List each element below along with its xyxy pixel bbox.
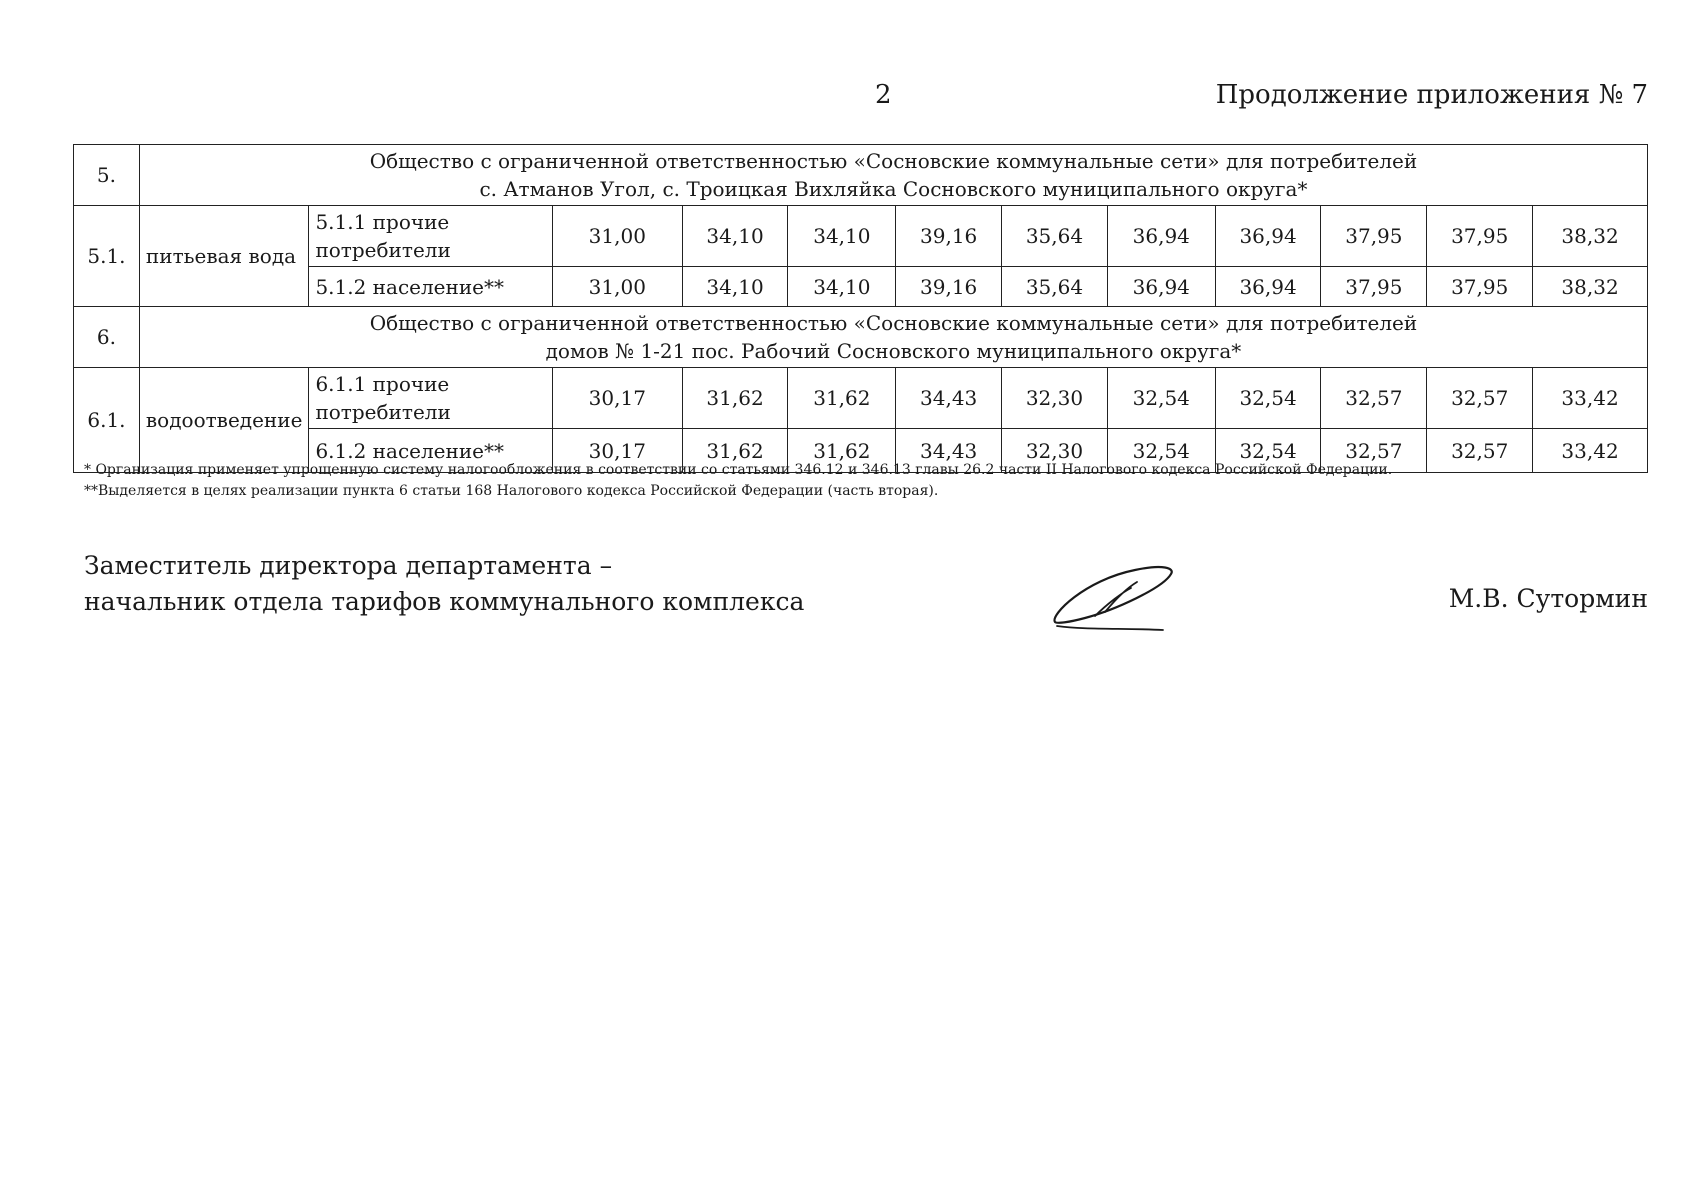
tariff-value: 34,10 [788, 206, 896, 267]
tariff-value: 35,64 [1002, 267, 1108, 307]
organization-line: Общество с ограниченной ответственностью «Сосновские коммунальные сети» для потребителей [369, 311, 1418, 335]
consumer-group-cell [309, 206, 553, 267]
tariff-value: 32,54 [1215, 368, 1321, 429]
organization-line: с. Атманов Угол, с. Троицкая Вихляйка Сосновского муниципального округа* [479, 177, 1308, 201]
tariff-value: 35,64 [1002, 206, 1108, 267]
table-row [74, 267, 1648, 307]
tariff-value: 34,10 [682, 206, 788, 267]
tariff-value: 30,17 [552, 368, 682, 429]
table-row [74, 206, 1648, 267]
section-header-row [74, 145, 1648, 206]
tariff-value: 37,95 [1321, 267, 1427, 307]
subsection-number: 6.1. [74, 368, 140, 473]
consumer-group-line: 5.1.1 прочие [315, 210, 450, 234]
consumer-group-line: 6.1.2 население** [315, 438, 505, 463]
consumer-group-line: 6.1.1 прочие [315, 372, 450, 396]
organization-line: домов № 1-21 пос. Рабочий Сосновского муниципального округа* [545, 339, 1242, 363]
tariff-value: 32,57 [1321, 368, 1427, 429]
consumer-group-line: 5.1.2 население** [315, 274, 505, 299]
tariff-value: 34,10 [682, 267, 788, 307]
tariff-value: 32,30 [1002, 368, 1108, 429]
footnote-tax-system: * Организация применяет упрощенную систему налогообложения в соответствии со статьями 346.12 и 346.13 главы 26.2 части II Налогового кодекса Российской Федерации. [84, 462, 1393, 478]
tariff-value: 36,94 [1215, 206, 1321, 267]
tariff-value: 38,32 [1533, 267, 1648, 307]
tariff-value: 39,16 [896, 267, 1002, 307]
section-number: 5. [74, 145, 140, 206]
subsection-number: 5.1. [74, 206, 140, 307]
tariff-value: 37,95 [1427, 267, 1533, 307]
footnote-vat: **Выделяется в целях реализации пункта 6 статьи 168 Налогового кодекса Российской Федерации (часть вторая). [84, 483, 939, 499]
tariff-value: 36,94 [1215, 267, 1321, 307]
tariff-value: 31,62 [788, 429, 896, 473]
page-number: 2 [875, 80, 892, 110]
consumer-group-cell [309, 368, 553, 429]
signatory-title [84, 548, 804, 620]
tariff-value: 32,57 [1427, 429, 1533, 473]
tariff-value: 32,54 [1107, 429, 1215, 473]
appendix-continuation-label: Продолжение приложения № 7 [1215, 80, 1648, 110]
organization-cell [139, 145, 1647, 206]
tariff-value: 30,17 [552, 429, 682, 473]
organization-cell [139, 307, 1647, 368]
tariff-value: 36,94 [1107, 267, 1215, 307]
section-header-row [74, 307, 1648, 368]
tariff-value: 34,43 [896, 368, 1002, 429]
tariff-value: 34,10 [788, 267, 896, 307]
tariff-value: 32,54 [1107, 368, 1215, 429]
tariff-value: 32,54 [1215, 429, 1321, 473]
signatory-title-line: Заместитель директора департамента – [84, 551, 613, 580]
tariff-table [73, 144, 1648, 473]
table-row [74, 368, 1648, 429]
consumer-group-line: потребители [315, 400, 451, 424]
tariff-value: 37,95 [1321, 206, 1427, 267]
tariff-value: 31,00 [552, 267, 682, 307]
service-name: водоотведение [139, 368, 309, 473]
tariff-value: 36,94 [1107, 206, 1215, 267]
tariff-value: 31,62 [682, 368, 788, 429]
tariff-value: 39,16 [896, 206, 1002, 267]
tariff-value: 33,42 [1533, 368, 1648, 429]
service-name: питьевая вода [139, 206, 309, 307]
organization-line: Общество с ограниченной ответственностью «Сосновские коммунальные сети» для потребителей [369, 149, 1418, 173]
tariff-value: 31,00 [552, 206, 682, 267]
section-number: 6. [74, 307, 140, 368]
consumer-group-cell [309, 267, 553, 307]
footnotes [84, 460, 1392, 502]
handwritten-signature [1045, 560, 1185, 640]
tariff-value: 32,57 [1427, 368, 1533, 429]
tariff-value: 33,42 [1533, 429, 1648, 473]
tariff-value: 31,62 [682, 429, 788, 473]
tariff-value: 34,43 [896, 429, 1002, 473]
signatory-title-line: начальник отдела тарифов коммунального комплекса [84, 587, 805, 616]
tariff-value: 31,62 [788, 368, 896, 429]
tariff-value: 37,95 [1427, 206, 1533, 267]
tariff-value: 32,30 [1002, 429, 1108, 473]
tariff-value: 32,57 [1321, 429, 1427, 473]
consumer-group-line: потребители [315, 238, 451, 262]
signatory-name: М.В. Сутормин [1448, 584, 1648, 613]
tariff-value: 38,32 [1533, 206, 1648, 267]
